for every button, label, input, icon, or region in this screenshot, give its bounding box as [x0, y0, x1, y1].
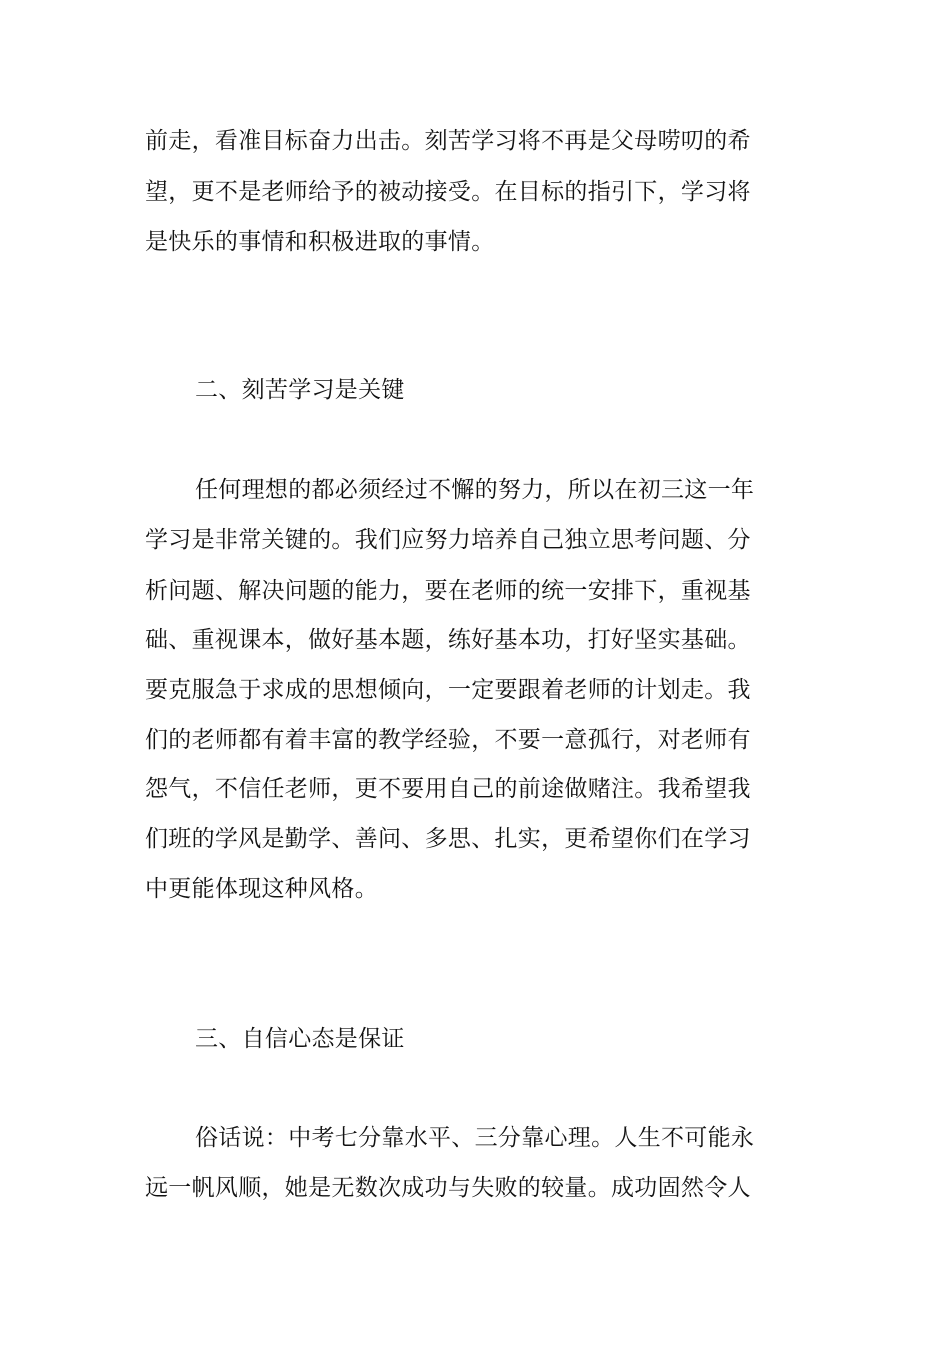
paragraph-2-line: 任何理想的都必须经过不懈的努力，所以在初三这一年 — [195, 477, 755, 503]
paragraph-3-line: 俗话说：中考七分靠水平、三分靠心理。人生不可能永 — [195, 1125, 755, 1151]
paragraph-2-line: 中更能体现这种风格。 — [145, 876, 378, 902]
paragraph-2-line: 础、重视课本，做好基本题，练好基本功，打好坚实基础。 — [145, 627, 751, 653]
section-heading-3: 三、自信心态是保证 — [195, 1026, 405, 1052]
section-heading-2: 二、刻苦学习是关键 — [195, 377, 405, 403]
paragraph-2-line: 们的老师都有着丰富的教学经验，不要一意孤行，对老师有 — [145, 727, 751, 753]
paragraph-2-line: 们班的学风是勤学、善问、多思、扎实，更希望你们在学习 — [145, 826, 751, 852]
paragraph-2-line: 学习是非常关键的。我们应努力培养自己独立思考问题、分 — [145, 527, 751, 553]
paragraph-1-line: 前走，看准目标奋力出击。刻苦学习将不再是父母唠叨的希 — [145, 128, 751, 154]
paragraph-2-line: 要克服急于求成的思想倾向，一定要跟着老师的计划走。我 — [145, 677, 751, 703]
paragraph-2-line: 析问题、解决问题的能力，要在老师的统一安排下，重视基 — [145, 578, 751, 604]
paragraph-1-line: 望，更不是老师给予的被动接受。在目标的指引下，学习将 — [145, 179, 751, 205]
paragraph-2-line: 怨气，不信任老师，更不要用自己的前途做赌注。我希望我 — [145, 776, 751, 802]
paragraph-1-line: 是快乐的事情和积极进取的事情。 — [145, 229, 495, 255]
paragraph-3-line: 远一帆风顺，她是无数次成功与失败的较量。成功固然令人 — [145, 1175, 751, 1201]
